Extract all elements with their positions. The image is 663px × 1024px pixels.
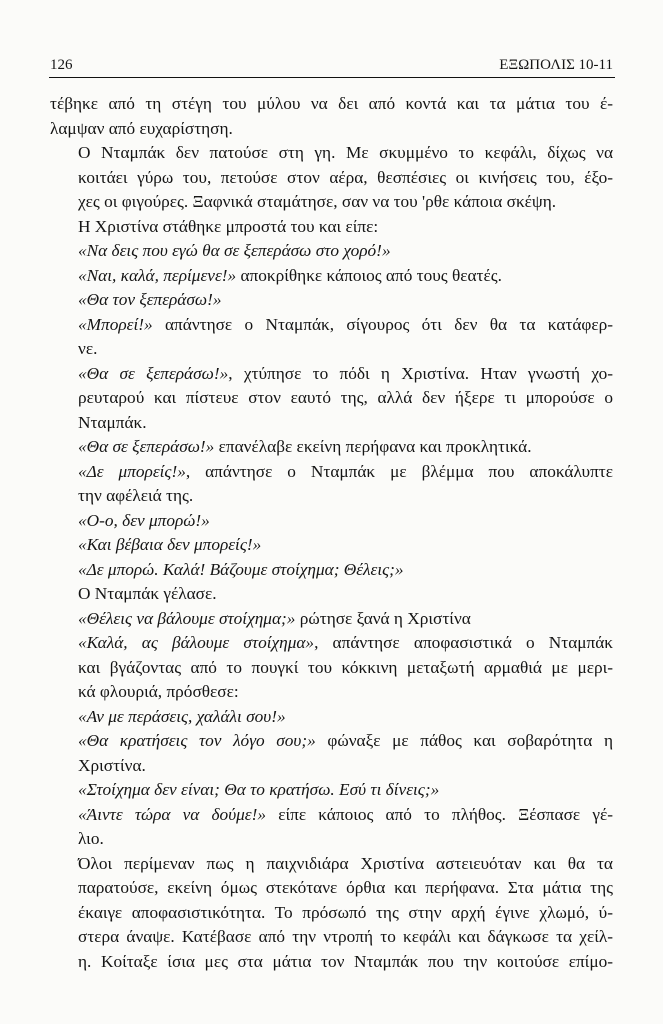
- text-line: λαμψαν από ευχαρίστηση.: [50, 118, 233, 138]
- text-line: [50, 607, 613, 632]
- text-line: [50, 533, 613, 558]
- dialogue-line: [50, 631, 613, 705]
- page-number: 126: [50, 57, 73, 73]
- running-title: ΕΞΩΠΟΛΙΣ 10-11: [499, 57, 613, 73]
- narration: φώναξε με πάθος και σοβαρότητα η: [315, 731, 613, 750]
- text-line: [50, 435, 613, 460]
- text-line: [50, 509, 613, 534]
- dialogue-line: [50, 729, 613, 778]
- quote: «Δε μπορώ. Καλά! Βάζουμε στοίχημα; Θέλεις;»: [78, 559, 404, 579]
- text-line: [50, 778, 613, 803]
- text-line: τέβηκε από τη στέγη του μύλου να δει από κοντά και τα μάτια του έ-: [50, 94, 613, 113]
- dialogue-line: [50, 705, 613, 730]
- text-line: την αφέλειά της.: [78, 486, 194, 505]
- text-line: [50, 264, 613, 289]
- dialogue-line: [50, 803, 613, 852]
- text-line: λιο.: [78, 829, 104, 848]
- quote: «Και βέβαια δεν μπορείς!»: [78, 535, 262, 554]
- quote: «Ο-ο, δεν μπορώ!»: [78, 510, 210, 530]
- dialogue-line: [50, 362, 613, 436]
- dialogue-line: [50, 533, 613, 558]
- dialogue-line: [50, 313, 613, 362]
- narration: αποκρίθηκε κάποιος από τους θεατές.: [236, 265, 502, 285]
- quote: «Άιντε τώρα να δούμε!»: [78, 804, 267, 824]
- text-line: νε.: [78, 339, 98, 358]
- quote: «Να δεις που εγώ θα σε ξεπεράσω στο χορό!»: [78, 241, 391, 260]
- paragraph: [50, 215, 613, 240]
- text-line: [50, 803, 613, 828]
- paragraph: [50, 92, 613, 141]
- text-line: [50, 288, 613, 313]
- quote: «Καλά, ας βάλουμε στοίχημα»: [78, 633, 315, 652]
- text-line: χες οι φιγούρες. Ξαφνικά σταμάτησε, σαν να του 'ρθε κάποια σκέψη.: [78, 192, 557, 211]
- text-line: παρατούσε, εκείνη όμως στεκότανε όρθια και περήφανα. Στα μάτια της: [78, 878, 613, 897]
- quote: «Δε μπορείς!»: [78, 461, 186, 481]
- paragraph: [50, 141, 613, 215]
- narration: , απάντησε αποφασιστικά ο Νταμπάκ: [314, 633, 613, 652]
- dialogue-line: [50, 509, 613, 534]
- dialogue-line: [50, 288, 613, 313]
- quote: «Θα κρατήσεις τον λόγο σου;»: [78, 731, 316, 750]
- dialogue-line: [50, 239, 613, 264]
- text-line: Όλοι περίμεναν πως η παιχνιδιάρα Χριστίνα αστειευόταν και θα τα: [78, 853, 613, 873]
- text-line: Νταμπάκ.: [78, 412, 147, 432]
- body-text: [50, 92, 613, 974]
- text-line: ρευταρού και πίστευε στον εαυτό της, αλλά δεν ήξερε τι μπορούσε ο: [78, 388, 613, 407]
- text-line: στερα άναψε. Κατέβασε από την ντροπή το κεφάλι και δάγκωσε τα χείλ-: [78, 927, 613, 946]
- text-line: [50, 558, 613, 583]
- text-line: [50, 460, 613, 485]
- text-line: έκαιγε αποφασιστικότητα. Το πρόσωπό της στην αρχή έγινε χλωμό, ύ-: [78, 902, 613, 922]
- narration: απάντησε ο Νταμπάκ, σίγουρος ότι δεν θα τα κατάφερ-: [152, 314, 613, 334]
- narration: επανέλαβε εκείνη περήφανα και προκλητικά.: [214, 437, 532, 456]
- text-line: [50, 362, 613, 387]
- dialogue-line: [50, 264, 613, 289]
- text-line: [50, 705, 613, 730]
- dialogue-line: [50, 778, 613, 803]
- paragraph: [50, 582, 613, 607]
- running-header: [50, 56, 613, 74]
- dialogue-line: [50, 607, 613, 632]
- text-line: και βγάζοντας από το πουγκί του κόκκινη μεταξωτή αρμαθιά με μερι-: [78, 657, 613, 677]
- dialogue-line: [50, 460, 613, 509]
- quote: «Αν με περάσεις, χαλάλι σου!»: [78, 706, 286, 726]
- narration: , απάντησε ο Νταμπάκ με βλέμμα που αποκάλυπτε: [185, 461, 613, 481]
- paragraph: [50, 852, 613, 975]
- text-line: Η Χριστίνα στάθηκε μπροστά του και είπε:: [78, 216, 379, 236]
- text-line: [50, 729, 613, 754]
- text-line: Ο Νταμπάκ γέλασε.: [78, 584, 217, 603]
- text-line: κά φλουριά, πρόσθεσε:: [78, 682, 239, 701]
- text-line: [50, 239, 613, 264]
- text-line: [50, 313, 613, 338]
- text-line: Χριστίνα.: [78, 755, 146, 775]
- dialogue-line: [50, 558, 613, 583]
- quote: «Θα σε ξεπεράσω!»: [78, 363, 229, 383]
- quote: «Μπορεί!»: [78, 314, 153, 334]
- narration: είπε κάποιος από το πλήθος. Ξέσπασε γέ-: [266, 804, 613, 824]
- text-line: η. Κοίταξε ίσια μες στα μάτια τον Νταμπάκ που την κοιτούσε επίμο-: [78, 951, 613, 971]
- text-line: [50, 631, 613, 656]
- quote: «Ναι, καλά, περίμενε!»: [78, 265, 237, 285]
- text-line: κοιτάει γύρω του, πετούσε στον αέρα, θεσπέσιες οι κινήσεις του, έξο-: [78, 167, 613, 187]
- quote: «Θα σε ξεπεράσω!»: [78, 437, 215, 456]
- text-line: Ο Νταμπάκ δεν πατούσε στη γη. Με σκυμμένο το κεφάλι, δίχως να: [78, 143, 613, 162]
- header-rule: [49, 77, 615, 78]
- narration: , χτύπησε το πόδι η Χριστίνα. Ηταν γνωστή χο-: [228, 363, 614, 383]
- narration: ρώτησε ξανά η Χριστίνα: [295, 608, 471, 628]
- quote: «Θέλεις να βάλουμε στοίχημα;»: [78, 608, 296, 628]
- dialogue-line: [50, 435, 613, 460]
- quote: «Στοίχημα δεν είναι; Θα το κρατήσω. Εσύ τι δίνεις;»: [78, 780, 440, 799]
- quote: «Θα τον ξεπεράσω!»: [78, 290, 222, 309]
